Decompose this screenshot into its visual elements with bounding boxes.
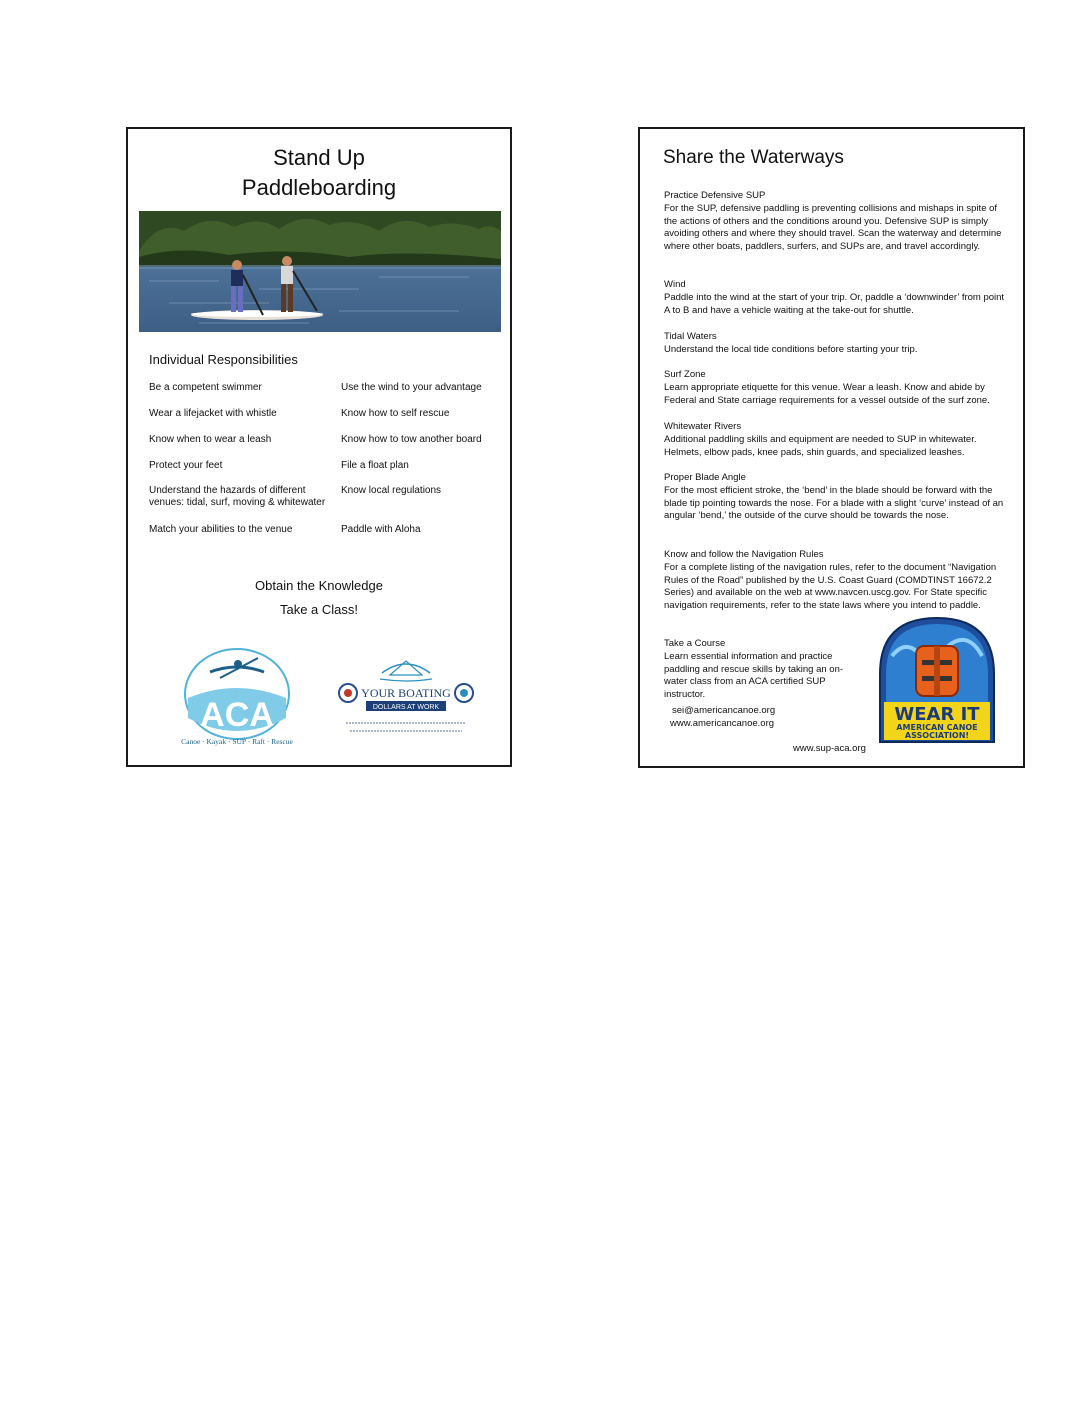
section-body: Additional paddling skills and equipment are needed to SUP in whitewater. Helmets, elbow pads, knee pads, shin guards, and specialized leashes. bbox=[664, 433, 977, 458]
section-wind bbox=[664, 279, 1009, 317]
section-surf-zone bbox=[664, 369, 1009, 407]
section-tidal-waters bbox=[664, 331, 1009, 357]
responsibility-item: Paddle with Aloha bbox=[341, 524, 421, 535]
section-heading: Whitewater Rivers bbox=[664, 421, 742, 432]
aca-logo-text: ACA bbox=[200, 696, 274, 734]
section-defensive-sup bbox=[664, 190, 1009, 254]
section-heading: Take a Course bbox=[664, 638, 726, 649]
wear-it-line2: AMERICAN CANOE bbox=[896, 723, 978, 732]
title-line-2: Paddleboarding bbox=[241, 175, 397, 200]
title-line-1: Stand Up bbox=[273, 145, 365, 170]
section-heading: Tidal Waters bbox=[664, 331, 717, 342]
responsibility-item: Know how to tow another board bbox=[341, 434, 482, 445]
wear-it-line1: WEAR IT bbox=[894, 704, 980, 725]
responsibilities-heading: Individual Responsibilities bbox=[149, 352, 298, 367]
cta-knowledge: Obtain the Knowledge bbox=[255, 578, 383, 593]
responsibility-item: Understand the hazards of different venues: tidal, surf, moving & whitewater bbox=[149, 485, 326, 508]
section-whitewater bbox=[664, 421, 1009, 459]
responsibility-item: Be a competent swimmer bbox=[149, 382, 262, 393]
section-body: Paddle into the wind at the start of your trip. Or, paddle a ‘downwinder’ from point A to B and have a vehicle waiting at the take-out for shuttle. bbox=[664, 291, 1005, 316]
front-panel bbox=[126, 127, 512, 767]
boating-logo-line1: YOUR BOATING bbox=[361, 686, 451, 700]
section-body: For a complete listing of the navigation rules, refer to the document “Navigation Rules of the Road” published by the U.S. Coast Guard (COMDTINST 16672.2 Series) and available on the web at www.navcen.uscg.gov. For State specific navigation requirements, refer to the state laws where you intend to paddle. bbox=[664, 561, 997, 612]
cta-take-class: Take a Class! bbox=[279, 602, 359, 617]
website-link[interactable]: www.americancanoe.org bbox=[670, 718, 775, 729]
share-waterways-title: Share the Waterways bbox=[663, 147, 844, 168]
email-link[interactable]: sei@americancanoe.org bbox=[672, 705, 776, 716]
section-heading: Proper Blade Angle bbox=[664, 472, 746, 483]
section-body: Learn appropriate etiquette for this venue. Wear a leash. Know and abide by Federal and State carriage requirements for a vessel outside of the surf zone. bbox=[664, 381, 990, 406]
responsibility-item: Match your abilities to the venue bbox=[149, 524, 293, 535]
responsibility-item: File a float plan bbox=[341, 460, 409, 471]
paddleboard-photo bbox=[139, 211, 501, 332]
section-heading: Know and follow the Navigation Rules bbox=[664, 549, 824, 560]
wear-it-badge bbox=[878, 616, 996, 744]
section-blade-angle bbox=[664, 472, 1009, 523]
responsibility-item: Wear a lifejacket with whistle bbox=[149, 408, 277, 419]
section-heading: Practice Defensive SUP bbox=[664, 190, 766, 201]
section-body: For the most efficient stroke, the ‘bend’ in the blade should be forward with the blade tip pointing towards the nose. For a blade with a slight ‘curve’ instead of an angular ‘bend,’ the outside of the curve should be towards the nose. bbox=[664, 484, 1004, 522]
responsibility-item: Know how to self rescue bbox=[341, 408, 450, 419]
boating-dollars-logo bbox=[334, 653, 478, 739]
section-heading: Wind bbox=[664, 279, 686, 290]
responsibility-item: Know local regulations bbox=[341, 485, 442, 496]
responsibility-item: Know when to wear a leash bbox=[149, 434, 272, 445]
aca-tagline: Canoe · Kayak · SUP · Raft · Rescue bbox=[181, 737, 293, 746]
aca-logo bbox=[180, 648, 294, 748]
section-body: Understand the local tide conditions before starting your trip. bbox=[664, 343, 918, 355]
wear-it-line3: ASSOCIATION! bbox=[904, 731, 970, 740]
section-body: Learn essential information and practice paddling and rescue skills by taking an on-water class from an ACA certified SUP instructor. bbox=[664, 650, 844, 701]
section-navigation-rules bbox=[664, 549, 1009, 613]
section-take-course bbox=[664, 638, 844, 702]
boating-logo-line2: DOLLARS AT WORK bbox=[372, 704, 440, 711]
responsibility-item: Protect your feet bbox=[149, 460, 223, 471]
section-heading: Surf Zone bbox=[664, 369, 706, 380]
back-panel bbox=[638, 127, 1025, 768]
section-body: For the SUP, defensive paddling is preventing collisions and mishaps in spite of the actions of others and the conditions around you. Defensive SUP is simply avoiding others and where they should travel. Scan the waterway and determine where other boats, paddlers, surfers, and SUPs are, and travel accordingly. bbox=[664, 202, 1002, 253]
responsibility-item: Use the wind to your advantage bbox=[341, 382, 482, 393]
sup-website-link[interactable]: www.sup-aca.org bbox=[793, 743, 866, 754]
